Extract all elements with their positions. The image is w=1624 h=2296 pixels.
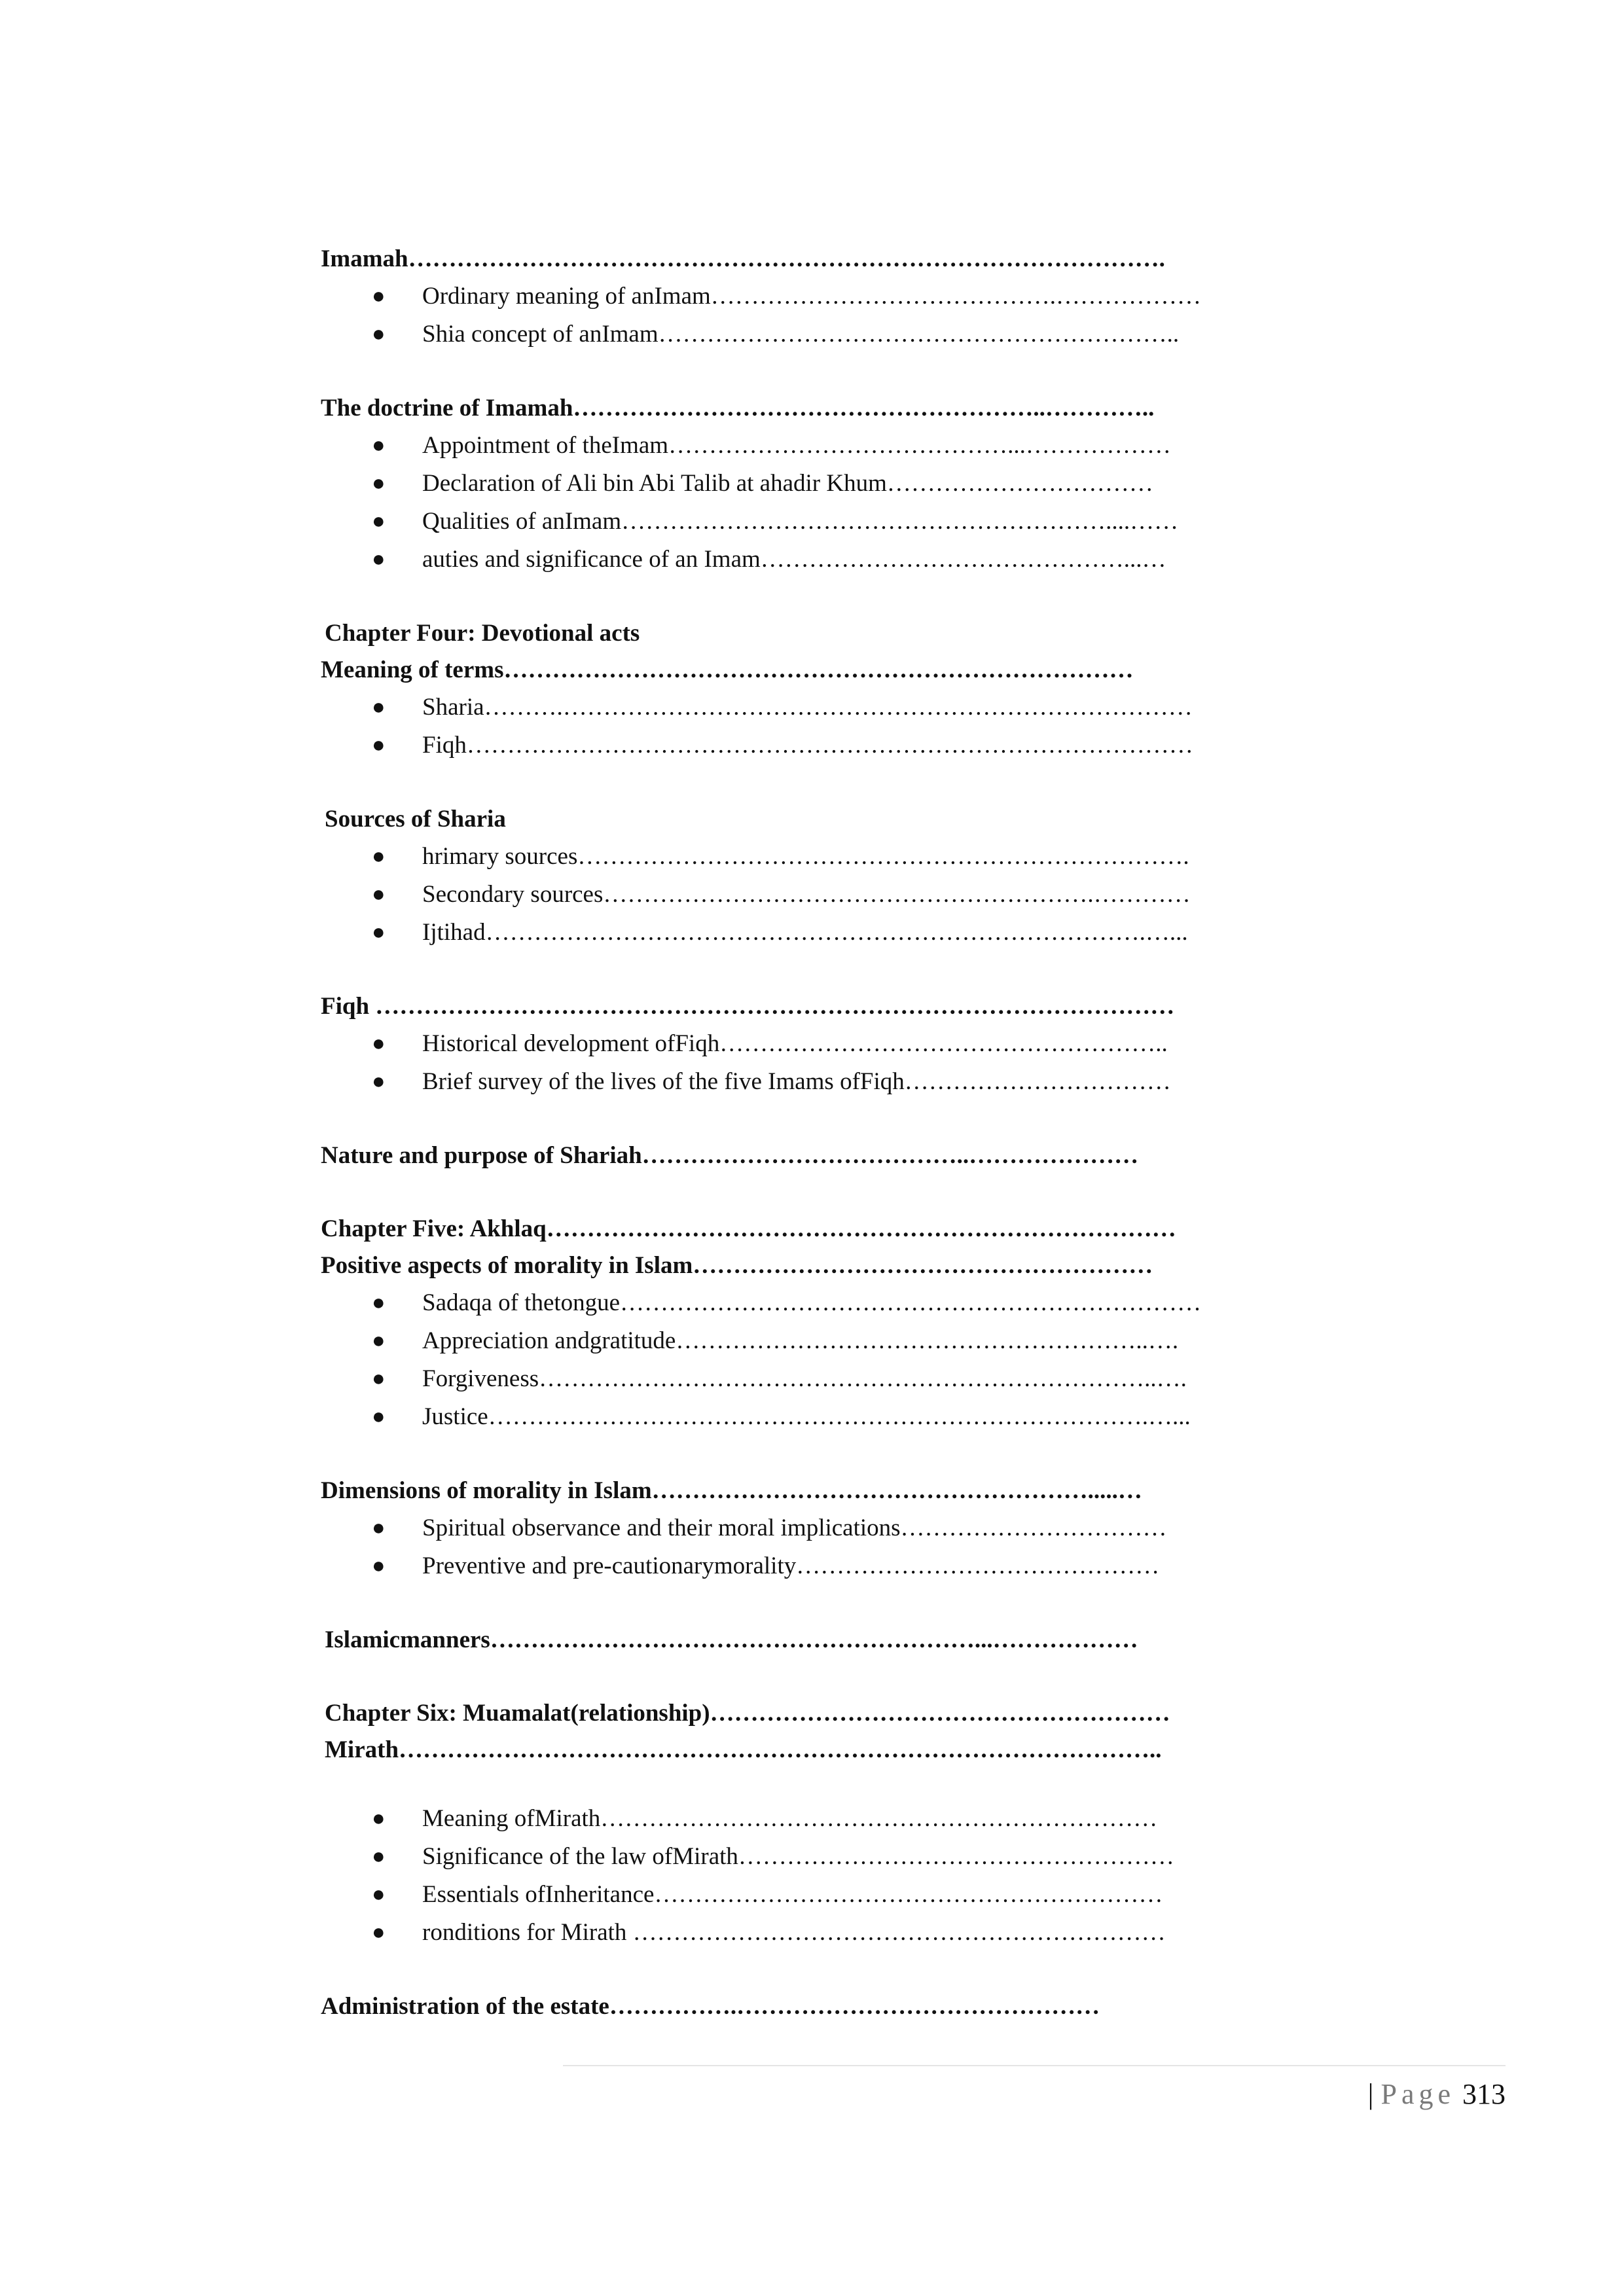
toc-chapter-heading: Chapter Four: Devotional acts [325,620,640,647]
bullet-icon: ● [372,1844,386,1869]
toc-heading: Fiqh ……………………………………………………………………………………… [321,993,1175,1020]
toc-item: ● Sharia……….…………………………………………………………………… [321,689,1303,726]
toc-heading: Mirath………………………………………………………………………………….. [325,1736,1162,1763]
toc-item: ● hrimary sources…………………………………………………………………. [321,838,1303,876]
toc-bullet-list [321,689,1303,764]
toc-item: ● Ijtihad……………………………………………………………………….…... [321,914,1303,952]
toc-bullet-list [321,1284,1303,1436]
toc-heading: Islamicmanners……………………………………………………...……………… [325,1626,1138,1653]
toc-section-sources-of-sharia [321,801,1303,952]
toc-heading: Sources of Sharia [325,806,506,833]
toc-bullet-list [321,1800,1303,1952]
bullet-icon: ● [372,433,386,457]
toc-item: ● auties and significance of an Imam………………………………………...… [321,541,1303,579]
bullet-icon: ● [372,509,386,533]
toc-heading: Nature and purpose of Shariah…………………………………..………………… [321,1142,1139,1169]
toc-section-fiqh [321,988,1303,1101]
toc-item: ● Qualities of anImam……………………………………………………....…… [321,503,1303,541]
toc-item: ● Forgiveness…………………………………………………………………..…. [321,1360,1303,1398]
bullet-icon: ● [372,844,386,869]
toc-bullet-list [321,1025,1303,1101]
toc-item: ● Declaration of Ali bin Abi Talib at ahadir Khum…………………………… [321,465,1303,503]
toc-heading: Administration of the estate…………….……………………………………… [321,1993,1100,2020]
bullet-icon: ● [372,920,386,944]
spacer [321,1768,1303,1800]
toc-section-imamah [321,241,1303,353]
toc-bullet-list [321,1509,1303,1585]
toc-item: ● Justice……………………………………………………………………….…... [321,1398,1303,1436]
toc-chapter-heading: Chapter Five: Akhlaq…………………………………………………………………… [321,1215,1176,1242]
toc-section-dimensions-of-morality [321,1473,1303,1585]
toc-item: ● Significance of the law ofMirath……………………………………………… [321,1838,1303,1876]
toc-heading: The doctrine of Imamah…………………………………………………..………….. [321,395,1155,422]
toc-item: ● Spiritual observance and their moral implications…………………………… [321,1509,1303,1547]
toc-heading: Dimensions of morality in Islam……………………………………………….....… [321,1477,1142,1504]
toc-item: ● Appreciation andgratitude…………………………………………………..…. [321,1322,1303,1360]
toc-section-akhlaq [321,1211,1303,1436]
toc-bullet-list [321,838,1303,952]
bullet-icon: ● [372,471,386,495]
toc-item: ● Sadaqa of thetongue……………………………………………………………… [321,1284,1303,1322]
toc-chapter-heading: Chapter Six: Muamalat(relationship)………………………………………………… [325,1700,1170,1727]
toc-section-nature-of-shariah [321,1138,1303,1174]
bullet-icon: ● [372,1806,386,1831]
footer-divider [563,2065,1506,2066]
toc-item: ● Fiqh……………………………………………………………………………… [321,726,1303,764]
page-label: Page [1380,2078,1455,2110]
page-separator: | [1367,2078,1374,2110]
toc-item: ● Historical development ofFiqh……………………………………………….. [321,1025,1303,1063]
toc-heading: Positive aspects of morality in Islam………………………………………………… [321,1252,1153,1279]
bullet-icon: ● [372,695,386,719]
bullet-icon: ● [372,1291,386,1315]
bullet-icon: ● [372,1069,386,1094]
bullet-icon: ● [372,1882,386,1907]
bullet-icon: ● [372,547,386,571]
toc-item: ● Secondary sources…………………………………………………….………… [321,876,1303,914]
bullet-icon: ● [372,1516,386,1540]
toc-heading: Meaning of terms…………………………………………………………………… [321,656,1134,683]
toc-section-doctrine-of-imamah [321,390,1303,579]
bullet-icon: ● [372,1920,386,1945]
bullet-icon: ● [372,1554,386,1578]
bullet-icon: ● [372,284,386,308]
bullet-icon: ● [372,882,386,906]
toc-section-muamalat [321,1695,1303,1952]
toc-item: ● Meaning ofMirath…………………………………………………………… [321,1800,1303,1838]
bullet-icon: ● [372,1031,386,1056]
toc-item: ● Preventive and pre-cautionarymorality……………………………………… [321,1547,1303,1585]
page-number-footer [1368,2075,1506,2114]
toc-bullet-list [321,427,1303,579]
toc-item: ● Shia concept of anImam……………………………………………………….. [321,315,1303,353]
toc-item: ● Essentials ofInheritance……………………………………………………… [321,1876,1303,1914]
toc-item: ● Ordinary meaning of anImam…………………………………….……………… [321,278,1303,315]
bullet-icon: ● [372,1405,386,1429]
toc-heading: Imamah…………………………………………………………………………………. [321,245,1165,272]
bullet-icon: ● [372,1367,386,1391]
page-number: 313 [1462,2078,1506,2110]
table-of-contents [321,241,1303,2062]
toc-item: ● Brief survey of the lives of the five Imams ofFiqh…………………………… [321,1063,1303,1101]
toc-section-islamic-manners [321,1622,1303,1659]
toc-section-devotional-acts [321,615,1303,764]
toc-item: ● ronditions for Mirath ………………………………………………………… [321,1914,1303,1952]
bullet-icon: ● [372,322,386,346]
toc-item: ● Appointment of theImam……………………………………...……………… [321,427,1303,465]
toc-section-administration-of-estate [321,1988,1303,2025]
bullet-icon: ● [372,733,386,757]
toc-bullet-list [321,278,1303,353]
bullet-icon: ● [372,1329,386,1353]
